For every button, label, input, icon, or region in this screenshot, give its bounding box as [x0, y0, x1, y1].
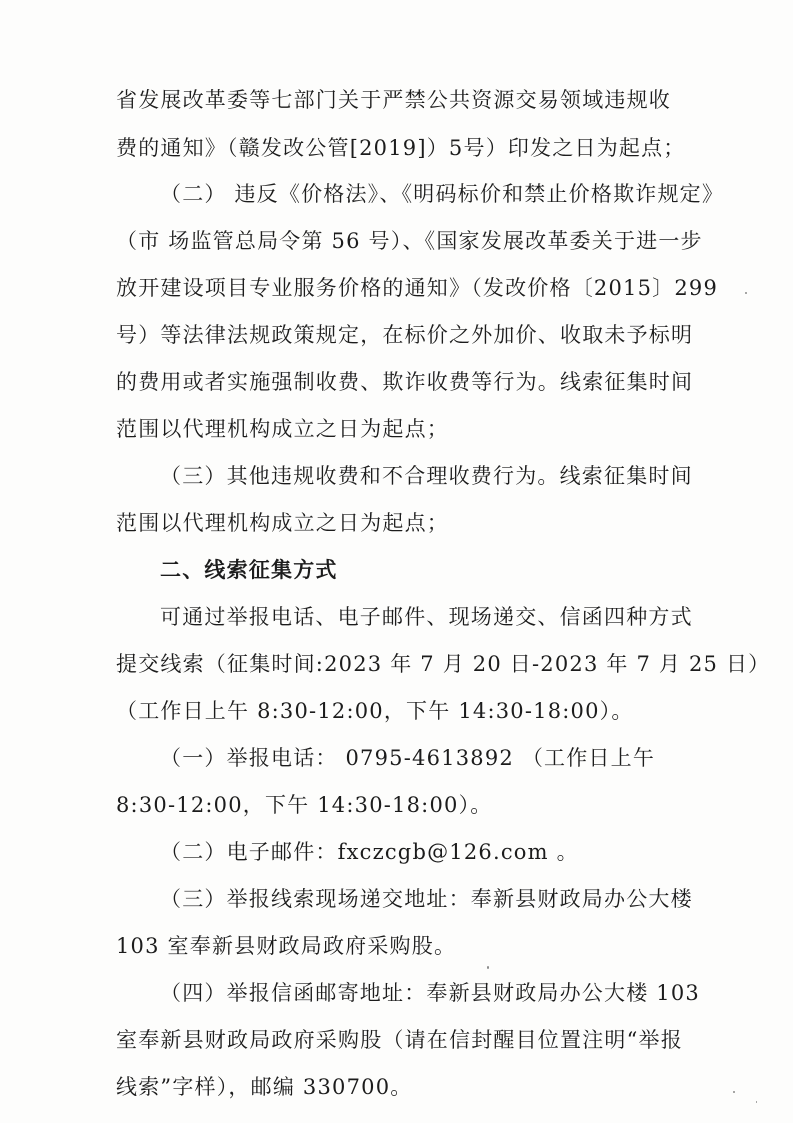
text-line-2: 费的通知》（赣发改公管[2019]）5号）印发之日为起点；	[116, 136, 686, 160]
text-line-6: 号）等法律法规政策规定，在标价之外加价、收取未予标明	[116, 323, 694, 347]
text-line-3: （二） 违反《价格法》、《明码标价和禁止价格欺诈规定》	[160, 182, 725, 206]
text-line-8: 范围以代理机构成立之日为起点；	[116, 417, 449, 441]
scan-speck	[487, 966, 489, 969]
text-line-21: 室奉新县财政局政府采购股（请在信封醒目位置注明“举报	[116, 1028, 683, 1052]
text-line-16: 8:30-12:00，下午 14:30-18:00）。	[116, 793, 493, 817]
scan-speck	[733, 1091, 735, 1093]
text-line-14: （工作日上午 8:30-12:00，下午 14:30-18:00）。	[116, 699, 634, 723]
text-line-9: （三）其他违规收费和不合理收费行为。线索征集时间	[160, 464, 693, 488]
section-heading: 二、线索征集方式	[160, 557, 338, 582]
text-line-5: 放开建设项目专业服务价格的通知》（发改价格〔2015〕299	[116, 276, 719, 300]
text-line-22: 线索”字样），邮编 330700。	[116, 1075, 413, 1099]
text-line-13: 提交线索（征集时间:2023 年 7 月 20 日-2023 年 7 月 25 日）	[116, 652, 771, 676]
text-line-12: 可通过举报电话、电子邮件、现场递交、信函四种方式	[160, 605, 693, 629]
scan-speck	[756, 1101, 757, 1103]
text-line-10: 范围以代理机构成立之日为起点；	[116, 511, 449, 535]
scan-speck	[745, 292, 747, 294]
text-line-15: （一）举报电话： 0795-4613892 （工作日上午	[160, 746, 656, 770]
text-line-7: 的费用或者实施强制收费、欺诈收费等行为。线索征集时间	[116, 370, 694, 394]
text-line-19: 103 室奉新县财政局政府采购股。	[116, 934, 457, 958]
text-line-4: （市 场监管总局令第 56 号）、《国家发展改革委关于进一步	[116, 229, 703, 253]
text-line-18: （三）举报线索现场递交地址：奉新县财政局办公大楼	[160, 887, 693, 911]
text-line-20: （四）举报信函邮寄地址：奉新县财政局办公大楼 103	[160, 981, 700, 1005]
text-line-1: 省发展改革委等七部门关于严禁公共资源交易领域违规收	[116, 88, 671, 112]
text-line-17: （二）电子邮件：fxczcgb@126.com 。	[160, 840, 579, 864]
